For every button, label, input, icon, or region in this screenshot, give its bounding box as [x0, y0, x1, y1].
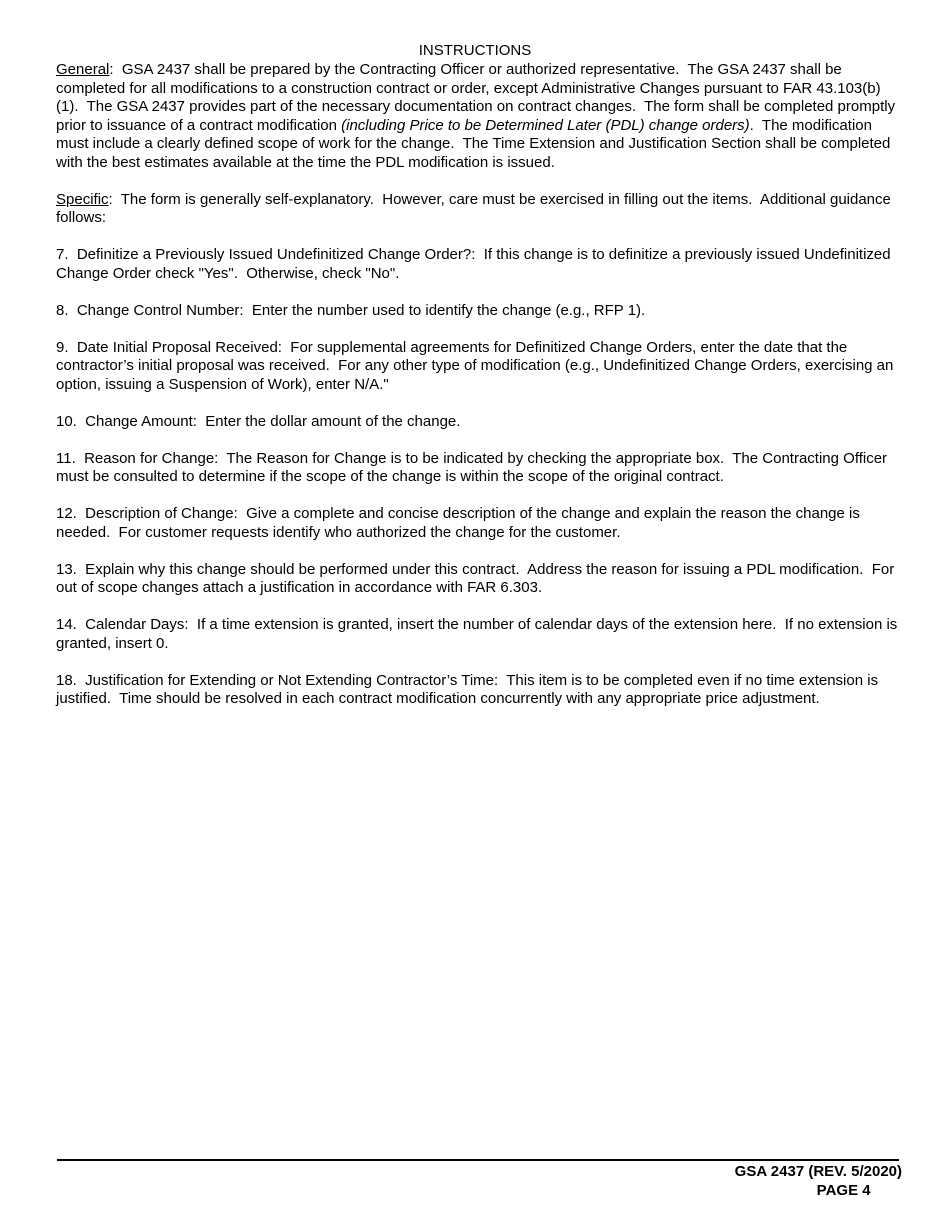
item-12: 12. Description of Change: Give a complete and concise description of the change and explain the reason the change is needed. For customer requests identify who authorized the change for the customer. — [56, 505, 865, 541]
item-13: 13. Explain why this change should be performed under this contract. Address the reason for issuing a PDL modification. For out of scope changes attach a justification in accordance with FAR 6.303. — [56, 560, 899, 596]
general-text-part2: . The modification must include a clearly defined scope of work for the change. The Time Extension and Justification Section shall be completed with the best estimates available at the time the PDL modification is issued. — [56, 116, 895, 171]
item-7: 7. Definitize a Previously Issued Undefinitized Change Order?: If this change is to definitize a previously issued Undefinitized Change Order check "Yes". Otherwise, check "No". — [56, 246, 895, 282]
item-10: 10. Change Amount: Enter the dollar amount of the change. — [56, 412, 461, 430]
form-id: GSA 2437 (REV. 5/2020) — [734, 1163, 902, 1180]
item-9: 9. Date Initial Proposal Received: For supplemental agreements for Definitized Change Orders, enter the date that the contractor’s initial proposal was received. For any other type of modification (e.g., Undefinitized Change Orders, exercising an option, issuing a Suspension of Work), enter N/A." — [56, 338, 898, 393]
specific-text: : The form is generally self-explanatory. However, care must be exercised in filling out the items. Additional guidance follows: — [56, 190, 896, 226]
instructions-body — [56, 61, 902, 727]
general-text-italic: (including Price to be Determined Later (PDL) change orders) — [341, 116, 750, 134]
specific-heading: Specific — [56, 190, 109, 208]
general-paragraph — [56, 61, 898, 172]
item-14: 14. Calendar Days: If a time extension is granted, insert the number of calendar days of the extension here. If no extension is granted, insert 0. — [56, 616, 902, 652]
general-heading: General — [56, 61, 110, 78]
footer — [735, 1163, 902, 1200]
item-11: 11. Reason for Change: The Reason for Change is to be indicated by checking the appropriate box. The Contracting Officer must be consulted to determine if the scope of the change is within the scope of the original contract. — [56, 449, 892, 485]
page-title: INSTRUCTIONS — [418, 42, 532, 59]
specific-paragraph — [56, 191, 898, 228]
general-text-part1: : GSA 2437 shall be prepared by the Contracting Officer or authorized representative. The GSA 2437 shall be completed for all modifications to a construction contract or order, except Administrative Changes pursuant to FAR 43.103(b)(1). The GSA 2437 provides part of the necessary documentation on contract changes. The form shall be completed promptly prior to issuance of a contract modification — [56, 61, 900, 134]
item-18: 18. Justification for Extending or Not Extending Contractor’s Time: This item is to be completed even if no time extension is justified. Time should be resolved in each contract modification concurrently with any appropriate price adjustment. — [56, 671, 883, 707]
footer-divider — [57, 1159, 899, 1161]
page-number: PAGE 4 — [816, 1181, 871, 1199]
item-8: 8. Change Control Number: Enter the number used to identify the change (e.g., RFP 1). — [56, 301, 646, 319]
